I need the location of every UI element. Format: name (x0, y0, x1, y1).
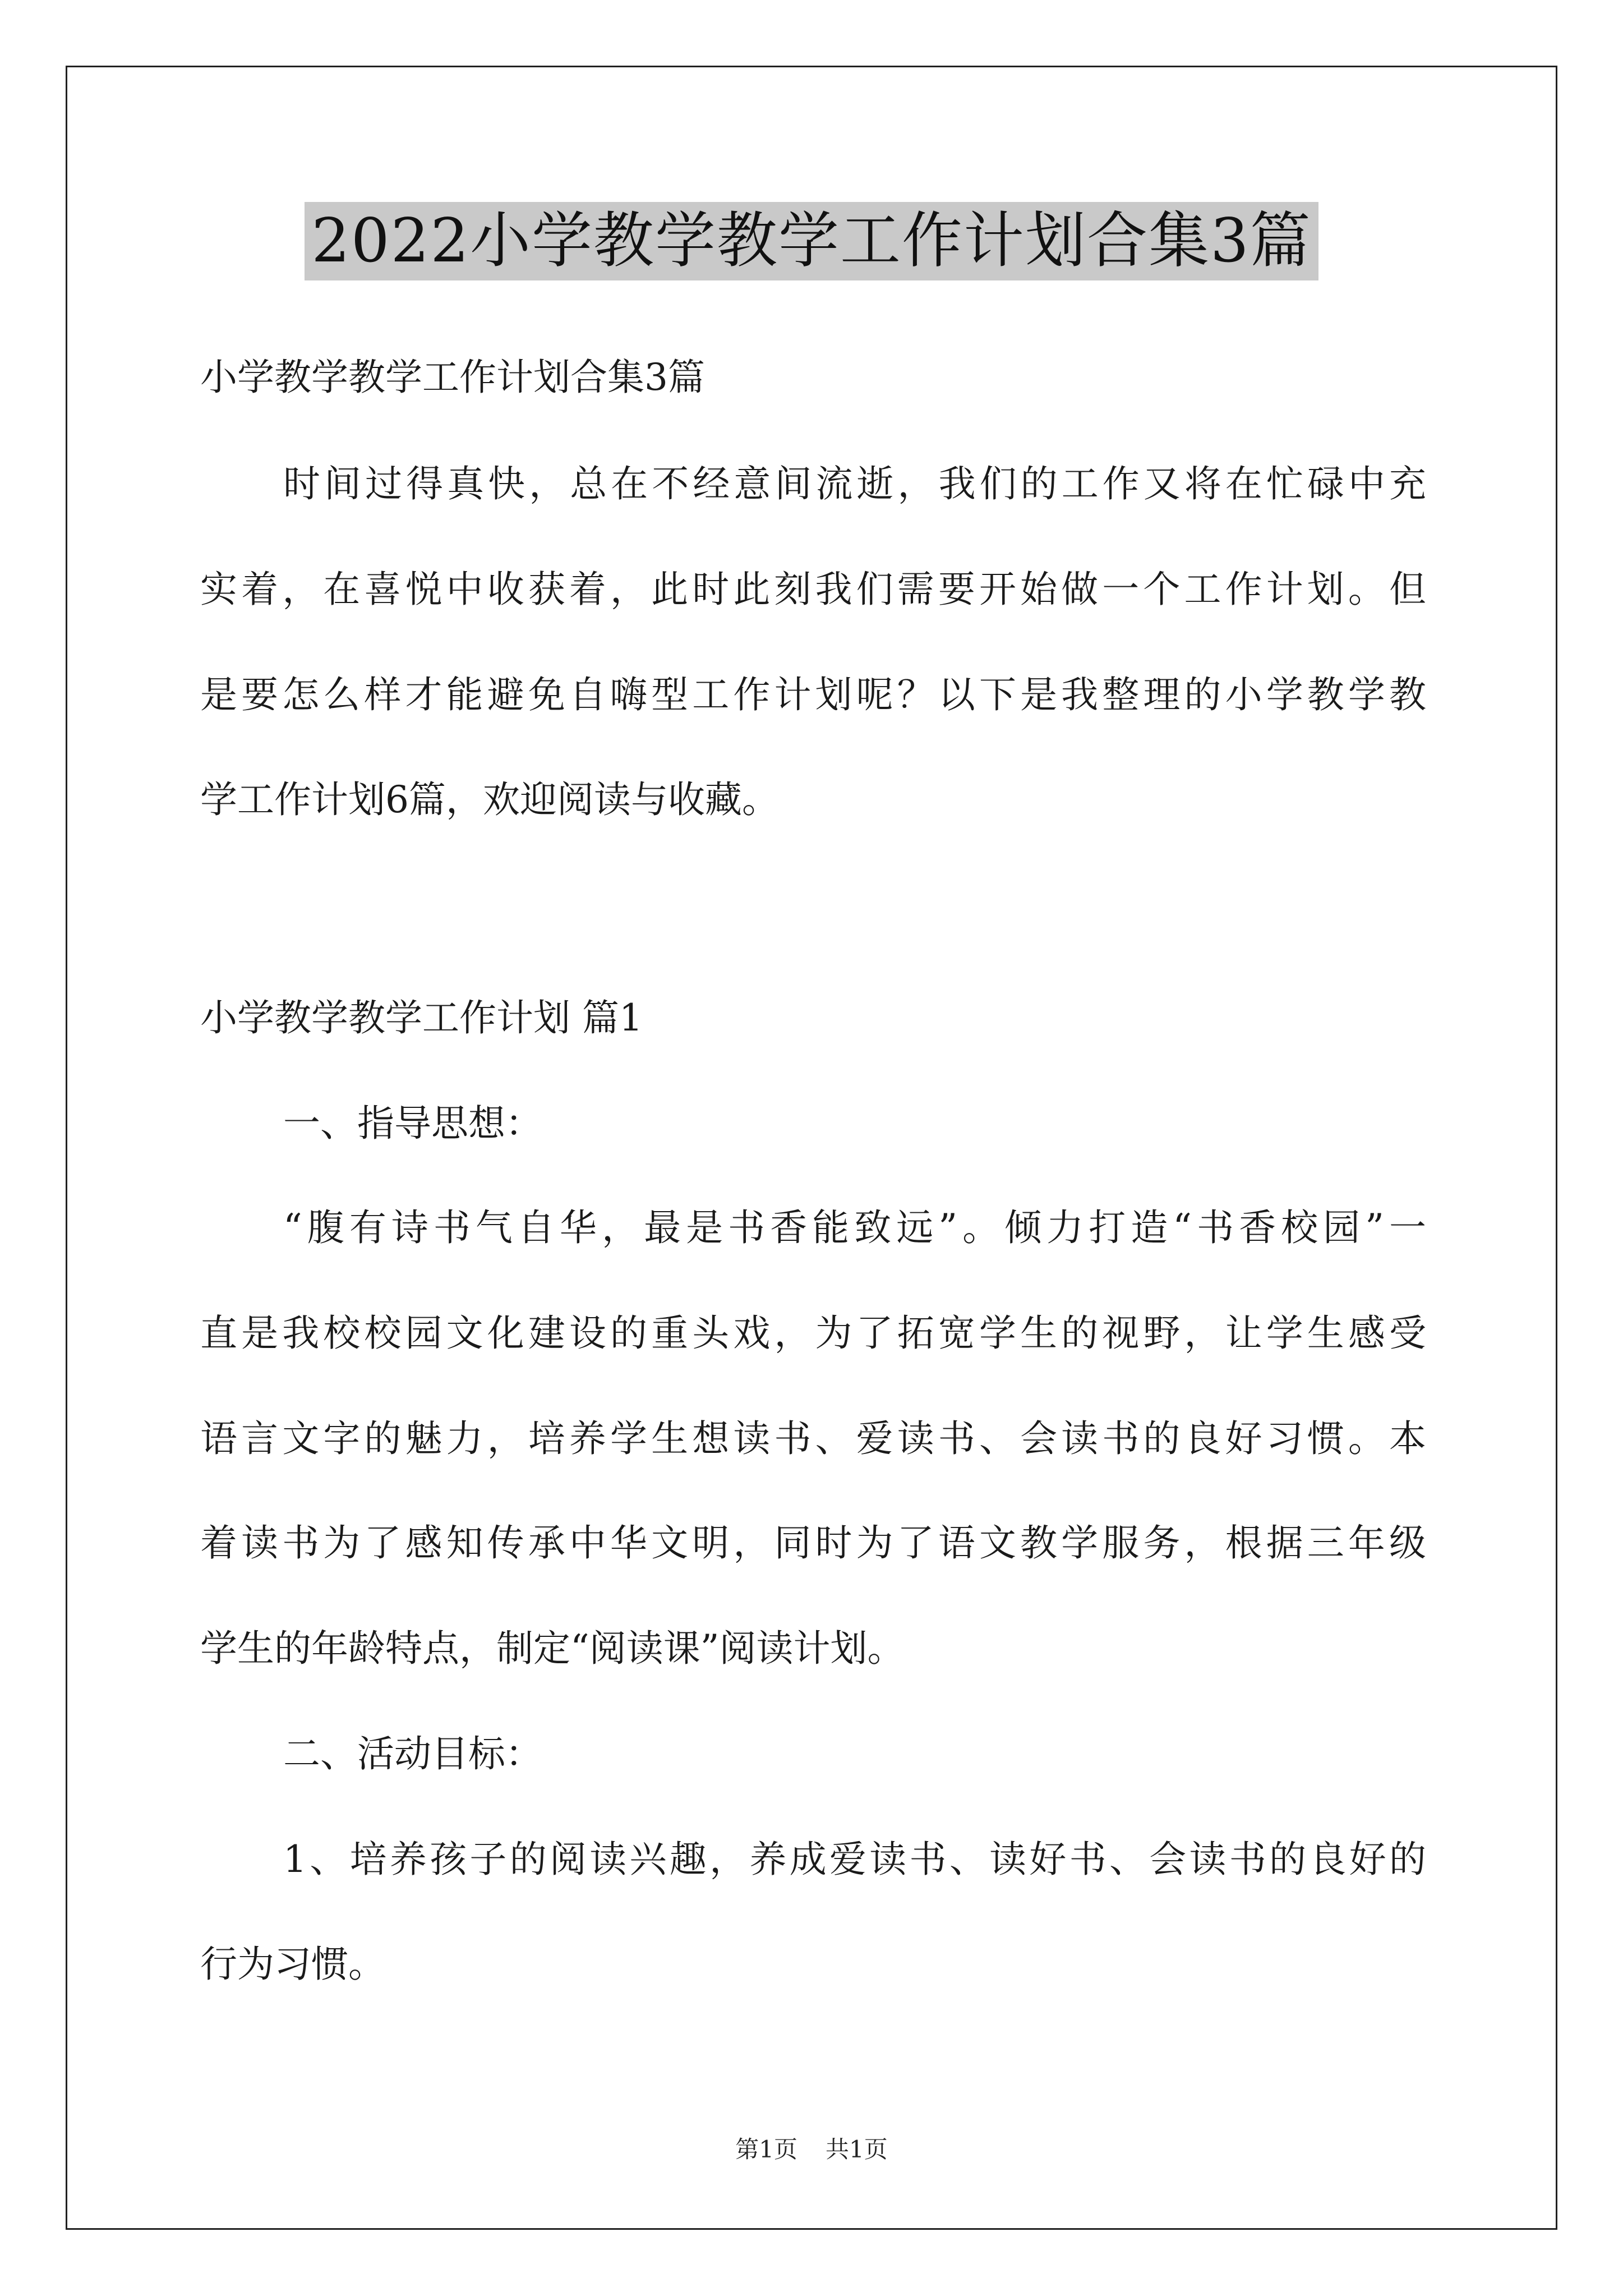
paragraph-line: “腹有诗书气自华，最是书香能致远”。倾力打造“书香校园”一 (283, 1206, 1426, 1249)
paragraph-line: 语言文字的魅力，培养学生想读书、爱读书、会读书的良好习惯。本 (200, 1417, 1426, 1460)
intro-line: 是要怎么样才能避免自嗨型工作计划呢？以下是我整理的小学教学教 (200, 673, 1426, 716)
page-number: 第1页 (735, 2136, 797, 2163)
paragraph-line: 直是我校校园文化建设的重头戏，为了拓宽学生的视野，让学生感受 (200, 1312, 1426, 1355)
document-title: 2022小学教学教学工作计划合集3篇 (305, 202, 1318, 280)
paragraph-line: 行为习惯。 (200, 1943, 385, 1986)
paragraph-line: 1、培养孩子的阅读兴趣，养成爱读书、读好书、会读书的良好的 (283, 1838, 1426, 1881)
title-container (0, 202, 1623, 280)
intro-line: 实着，在喜悦中收获着，此时此刻我们需要开始做一个工作计划。但 (200, 568, 1426, 611)
intro-line: 学工作计划6篇，欢迎阅读与收藏。 (200, 778, 779, 821)
paragraph-line: 学生的年龄特点，制定“阅读课”阅读计划。 (200, 1627, 905, 1670)
heading-activity-goals: 二、活动目标： (283, 1732, 542, 1775)
heading-guiding-thought: 一、指导思想： (283, 1102, 542, 1145)
document-subtitle: 小学教学教学工作计划合集3篇 (200, 356, 705, 399)
page-footer (0, 2133, 1623, 2166)
paragraph-line: 着读书为了感知传承中华文明，同时为了语文教学服务，根据三年级 (200, 1521, 1426, 1565)
section-heading: 小学教学教学工作计划 篇1 (200, 996, 643, 1039)
intro-line: 时间过得真快，总在不经意间流逝，我们的工作又将在忙碌中充 (283, 462, 1426, 505)
page-total: 共1页 (826, 2136, 888, 2163)
